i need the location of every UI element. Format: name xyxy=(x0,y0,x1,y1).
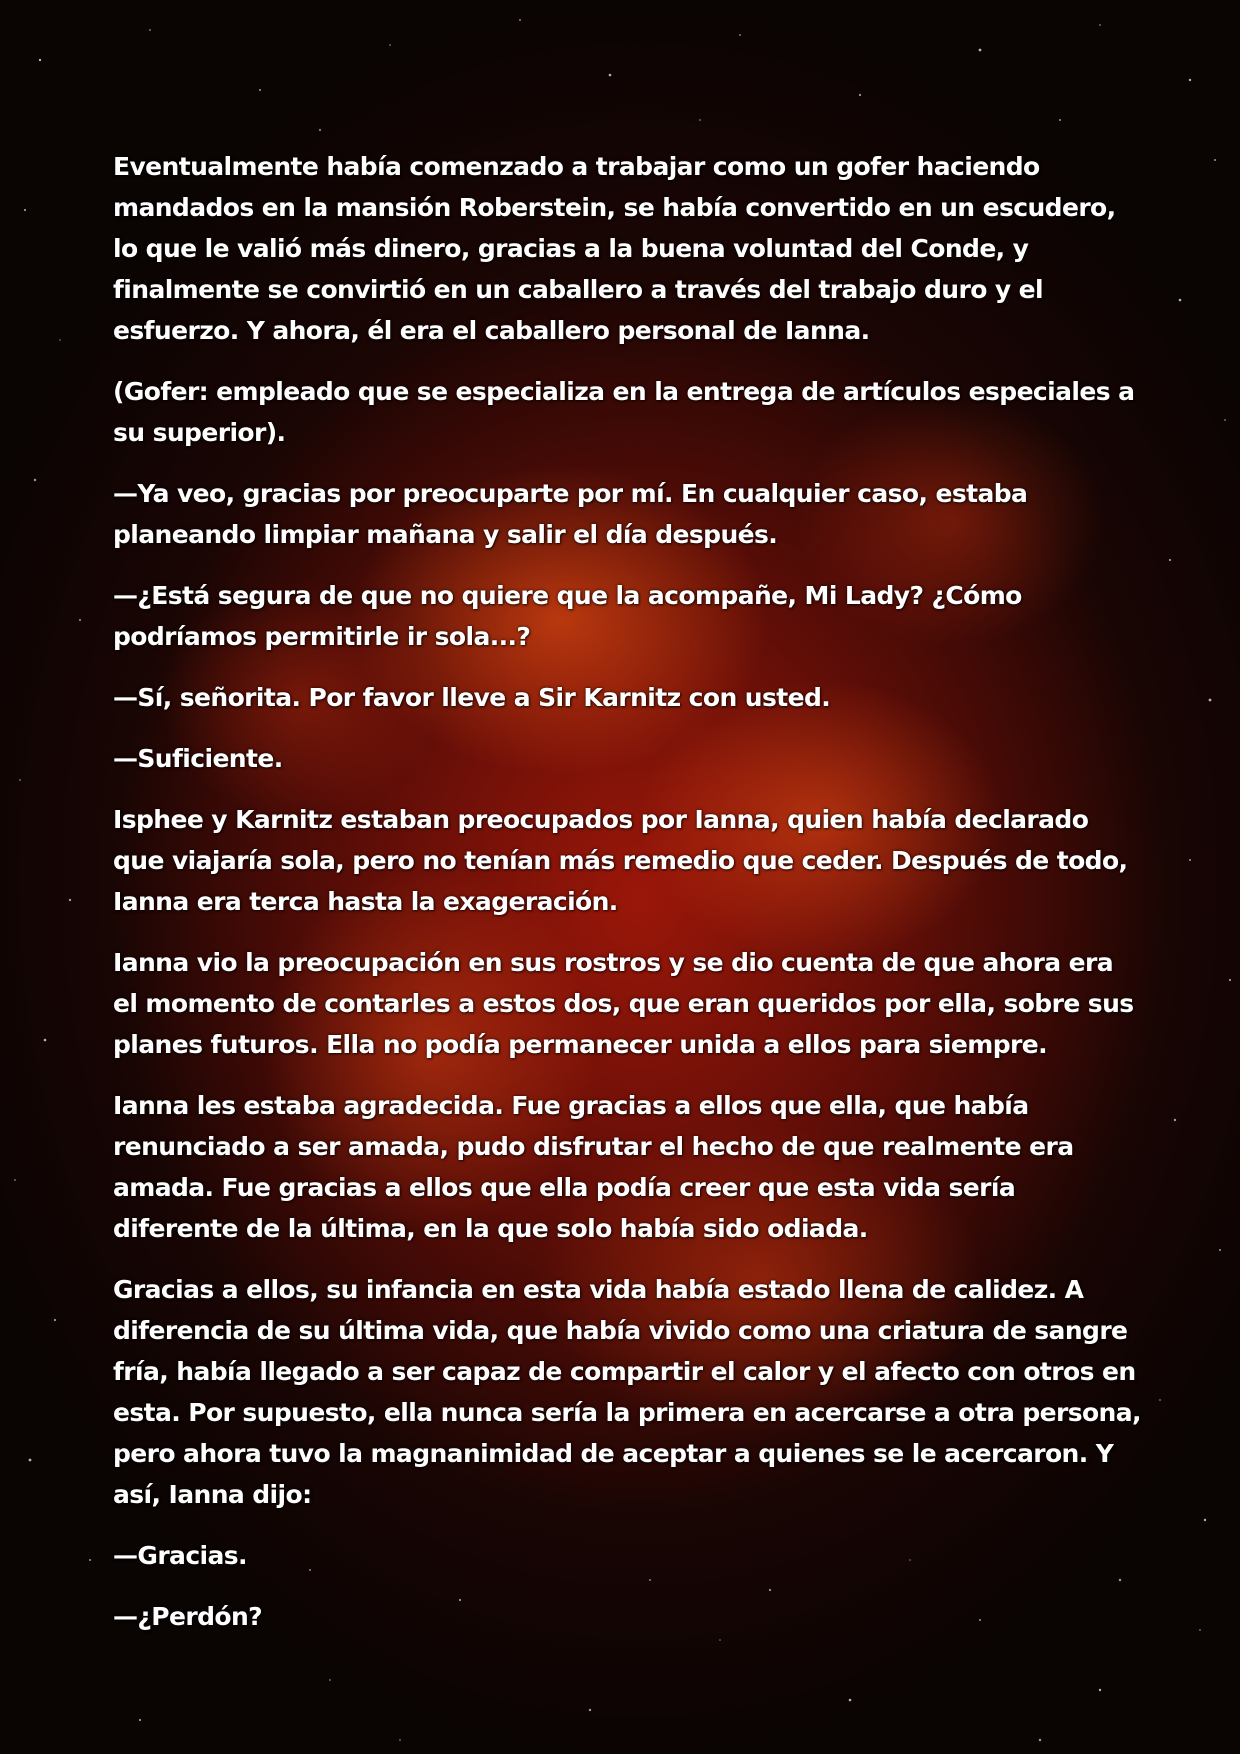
paragraph: —Suficiente. xyxy=(113,744,283,773)
paragraph: —Ya veo, gracias por preocuparte por mí. En cualquier caso, estaba planeando limpiar mañana y salir el día después. xyxy=(113,479,1028,549)
paragraph: —Sí, señorita. Por favor lleve a Sir Karnitz con usted. xyxy=(113,683,831,712)
paragraph: Eventualmente había comenzado a trabajar como un gofer haciendo mandados en la mansión Roberstein, se había convertido en un escudero, lo que le valió más dinero, gracias a la buena voluntad del Conde, y finalmente se convirtió en un caballero a través del trabajo duro y el esfuerzo. Y ahora, él era el caballero personal de Ianna. xyxy=(113,152,1116,345)
text-body xyxy=(113,146,1143,1657)
paragraph: Ianna vio la preocupación en sus rostros y se dio cuenta de que ahora era el momento de contarles a estos dos, que eran queridos por ella, sobre sus planes futuros. Ella no podía permanecer unida a ellos para siempre. xyxy=(113,948,1134,1059)
paragraph: —¿Está segura de que no quiere que la acompañe, Mi Lady? ¿Cómo podríamos permitirle ir sola...? xyxy=(113,581,1022,651)
paragraph: Isphee y Karnitz estaban preocupados por Ianna, quien había declarado que viajaría sola, pero no tenían más remedio que ceder. Después de todo, Ianna era terca hasta la exageración. xyxy=(113,805,1128,916)
paragraph: Gracias a ellos, su infancia en esta vida había estado llena de calidez. A diferencia de su última vida, que había vivido como una criatura de sangre fría, había llegado a ser capaz de compartir el calor y el afecto con otros en esta. Por supuesto, ella nunca sería la primera en acercarse a otra persona, pero ahora tuvo la magnanimidad de aceptar a quienes se le acercaron. Y así, Ianna dijo: xyxy=(113,1275,1141,1509)
paragraph: (Gofer: empleado que se especializa en la entrega de artículos especiales a su superior). xyxy=(113,377,1135,447)
paragraph: —¿Perdón? xyxy=(113,1602,263,1631)
paragraph: —Gracias. xyxy=(113,1541,247,1570)
paragraph: Ianna les estaba agradecida. Fue gracias a ellos que ella, que había renunciado a ser amada, pudo disfrutar el hecho de que realmente era amada. Fue gracias a ellos que ella podía creer que esta vida sería diferente de la última, en la que solo había sido odiada. xyxy=(113,1091,1074,1243)
